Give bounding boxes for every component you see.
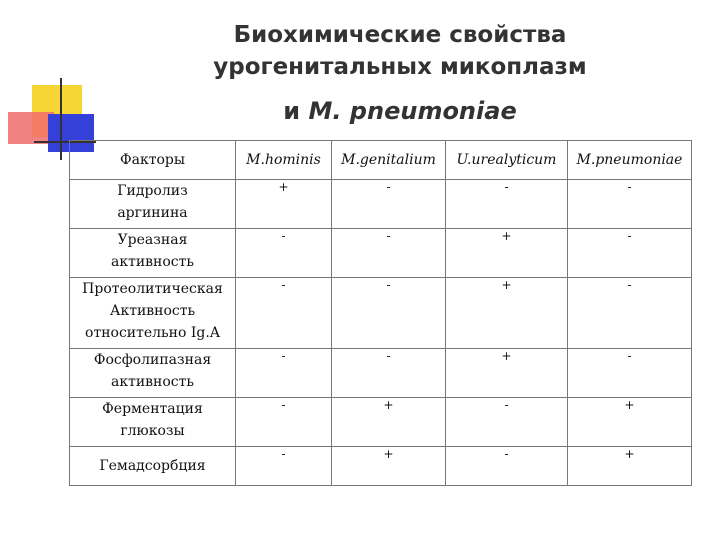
table-row [70,398,692,447]
factor-line: Уреазная [117,232,188,248]
value-cell: - [332,229,446,278]
value-cell: - [568,278,692,349]
value-cell: - [332,180,446,229]
factor-cell [70,447,236,486]
value-cell: - [446,447,568,486]
value-cell: + [568,447,692,486]
slide-title-line-1: Биохимические свойства [233,22,567,48]
table-row [70,180,692,229]
title-organism: M. pneumoniae [308,97,517,125]
value-cell: + [332,398,446,447]
value-cell: + [446,229,568,278]
value-cell: - [236,229,332,278]
value-cell: + [446,349,568,398]
factor-line: активность [110,374,195,390]
factor-cell [70,349,236,398]
factor-cell [70,229,236,278]
column-header-m-pneumoniae: M.pneumoniae [568,141,692,180]
value-cell: - [446,180,568,229]
factor-cell [70,278,236,349]
factor-line: Гемадсорбция [99,458,206,474]
table-row [70,278,692,349]
value-cell: + [568,398,692,447]
value-cell: - [446,398,568,447]
value-cell: - [236,278,332,349]
value-cell: - [332,349,446,398]
table-row [70,447,692,486]
factor-line: относительно Ig.A [85,325,220,341]
column-header-m-genitalium: M.genitalium [332,141,446,180]
factor-line: активность [110,254,195,270]
factor-cell [70,180,236,229]
column-header-factors: Факторы [70,141,236,180]
decorative-vertical-line [60,78,62,160]
value-cell: - [236,447,332,486]
value-cell: - [568,349,692,398]
biochemical-properties-table [69,140,692,486]
factor-cell [70,398,236,447]
factor-line: Ферментация [102,401,203,417]
value-cell: - [568,229,692,278]
column-header-m-hominis: M.hominis [236,141,332,180]
table-row [70,349,692,398]
factor-line: Активность [109,303,196,319]
value-cell: + [332,447,446,486]
column-header-u-urealyticum: U.urealyticum [446,141,568,180]
value-cell: - [568,180,692,229]
factor-line: Гидролиз [117,183,188,199]
factor-line: аргинина [117,205,188,221]
factor-line: Протеолитическая [82,281,223,297]
slide-title-line-3 [150,94,650,128]
factor-line: глюкозы [120,423,185,439]
value-cell: + [446,278,568,349]
value-cell: + [236,180,332,229]
title-prefix: и [283,97,309,125]
table-header-row [70,141,692,180]
value-cell: - [236,349,332,398]
table-row [70,229,692,278]
value-cell: - [236,398,332,447]
factor-line: Фосфолипазная [93,352,212,368]
value-cell: - [332,278,446,349]
slide-title-line-2: урогенитальных микоплазм [213,54,587,80]
